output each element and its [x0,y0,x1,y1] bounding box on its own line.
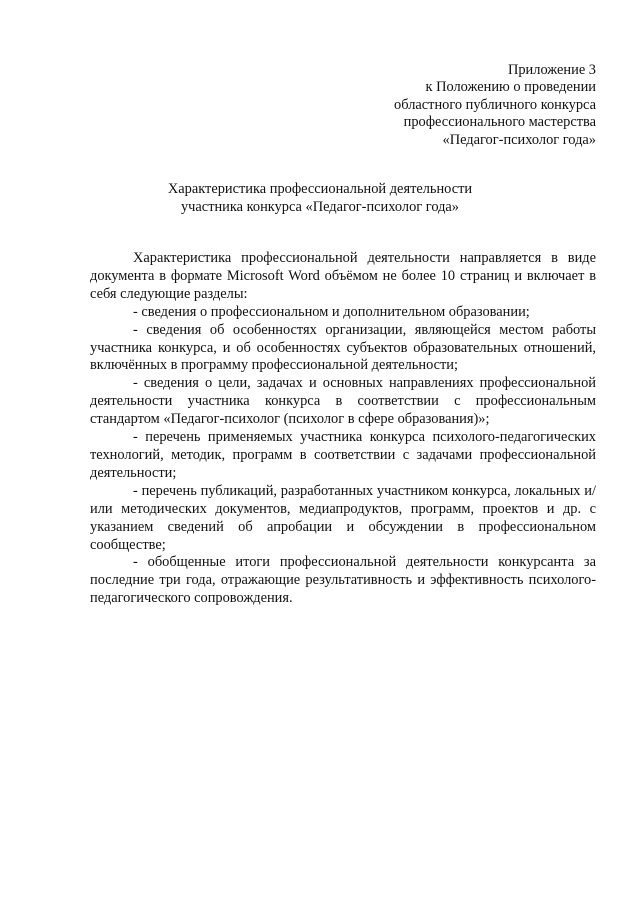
body-paragraph: - сведения об особенностях организации, являющейся местом работы участника конкурса, и об особенностях субъектов образовательных отношений, включённых в программу профессиональной деятельности; [90,321,596,374]
document-title [0,181,640,216]
body-paragraph: - перечень применяемых участника конкурса психолого-педагогических технологий, методик, программ в соответствии с задачами профессиональной деятельности; [90,429,596,481]
appendix-line: к Положению о проведении [425,79,596,96]
appendix-line: областного публичного конкурса [394,96,596,113]
body-paragraph: - сведения о профессиональном и дополнительном образовании; [133,303,530,320]
appendix-heading [394,62,596,149]
body-paragraph: - сведения о цели, задачах и основных направлениях профессиональной деятельности участника конкурса в соответствии с профессиональным стандартом «Педагог-психолог (психолог в сфере образования)»; [90,375,596,428]
body-paragraph: Характеристика профессиональной деятельности направляется в виде документа в формате Microsoft Word объёмом не более 10 страниц и включает в себя следующие разделы: [90,250,596,302]
appendix-line: Приложение 3 [507,62,596,78]
appendix-line: «Педагог-психолог года» [442,131,596,148]
appendix-line: профессионального мастерства [403,114,596,131]
title-line: Характеристика профессиональной деятельности [167,181,473,197]
title-line: участника конкурса «Педагог-психолог года» [180,198,459,215]
document-body [90,250,596,608]
body-paragraph: - перечень публикаций, разработанных участником конкурса, локальных и/или методических документов, медиапродуктов, программ, проектов и др. с указанием сведений об апробации и обсуждении в профессиональном сообществе; [90,482,596,553]
body-paragraph: - обобщенные итоги профессиональной деятельности конкурсанта за последние три года, отражающие результативность и эффективность психолого-педагогического сопровождения. [90,554,596,607]
